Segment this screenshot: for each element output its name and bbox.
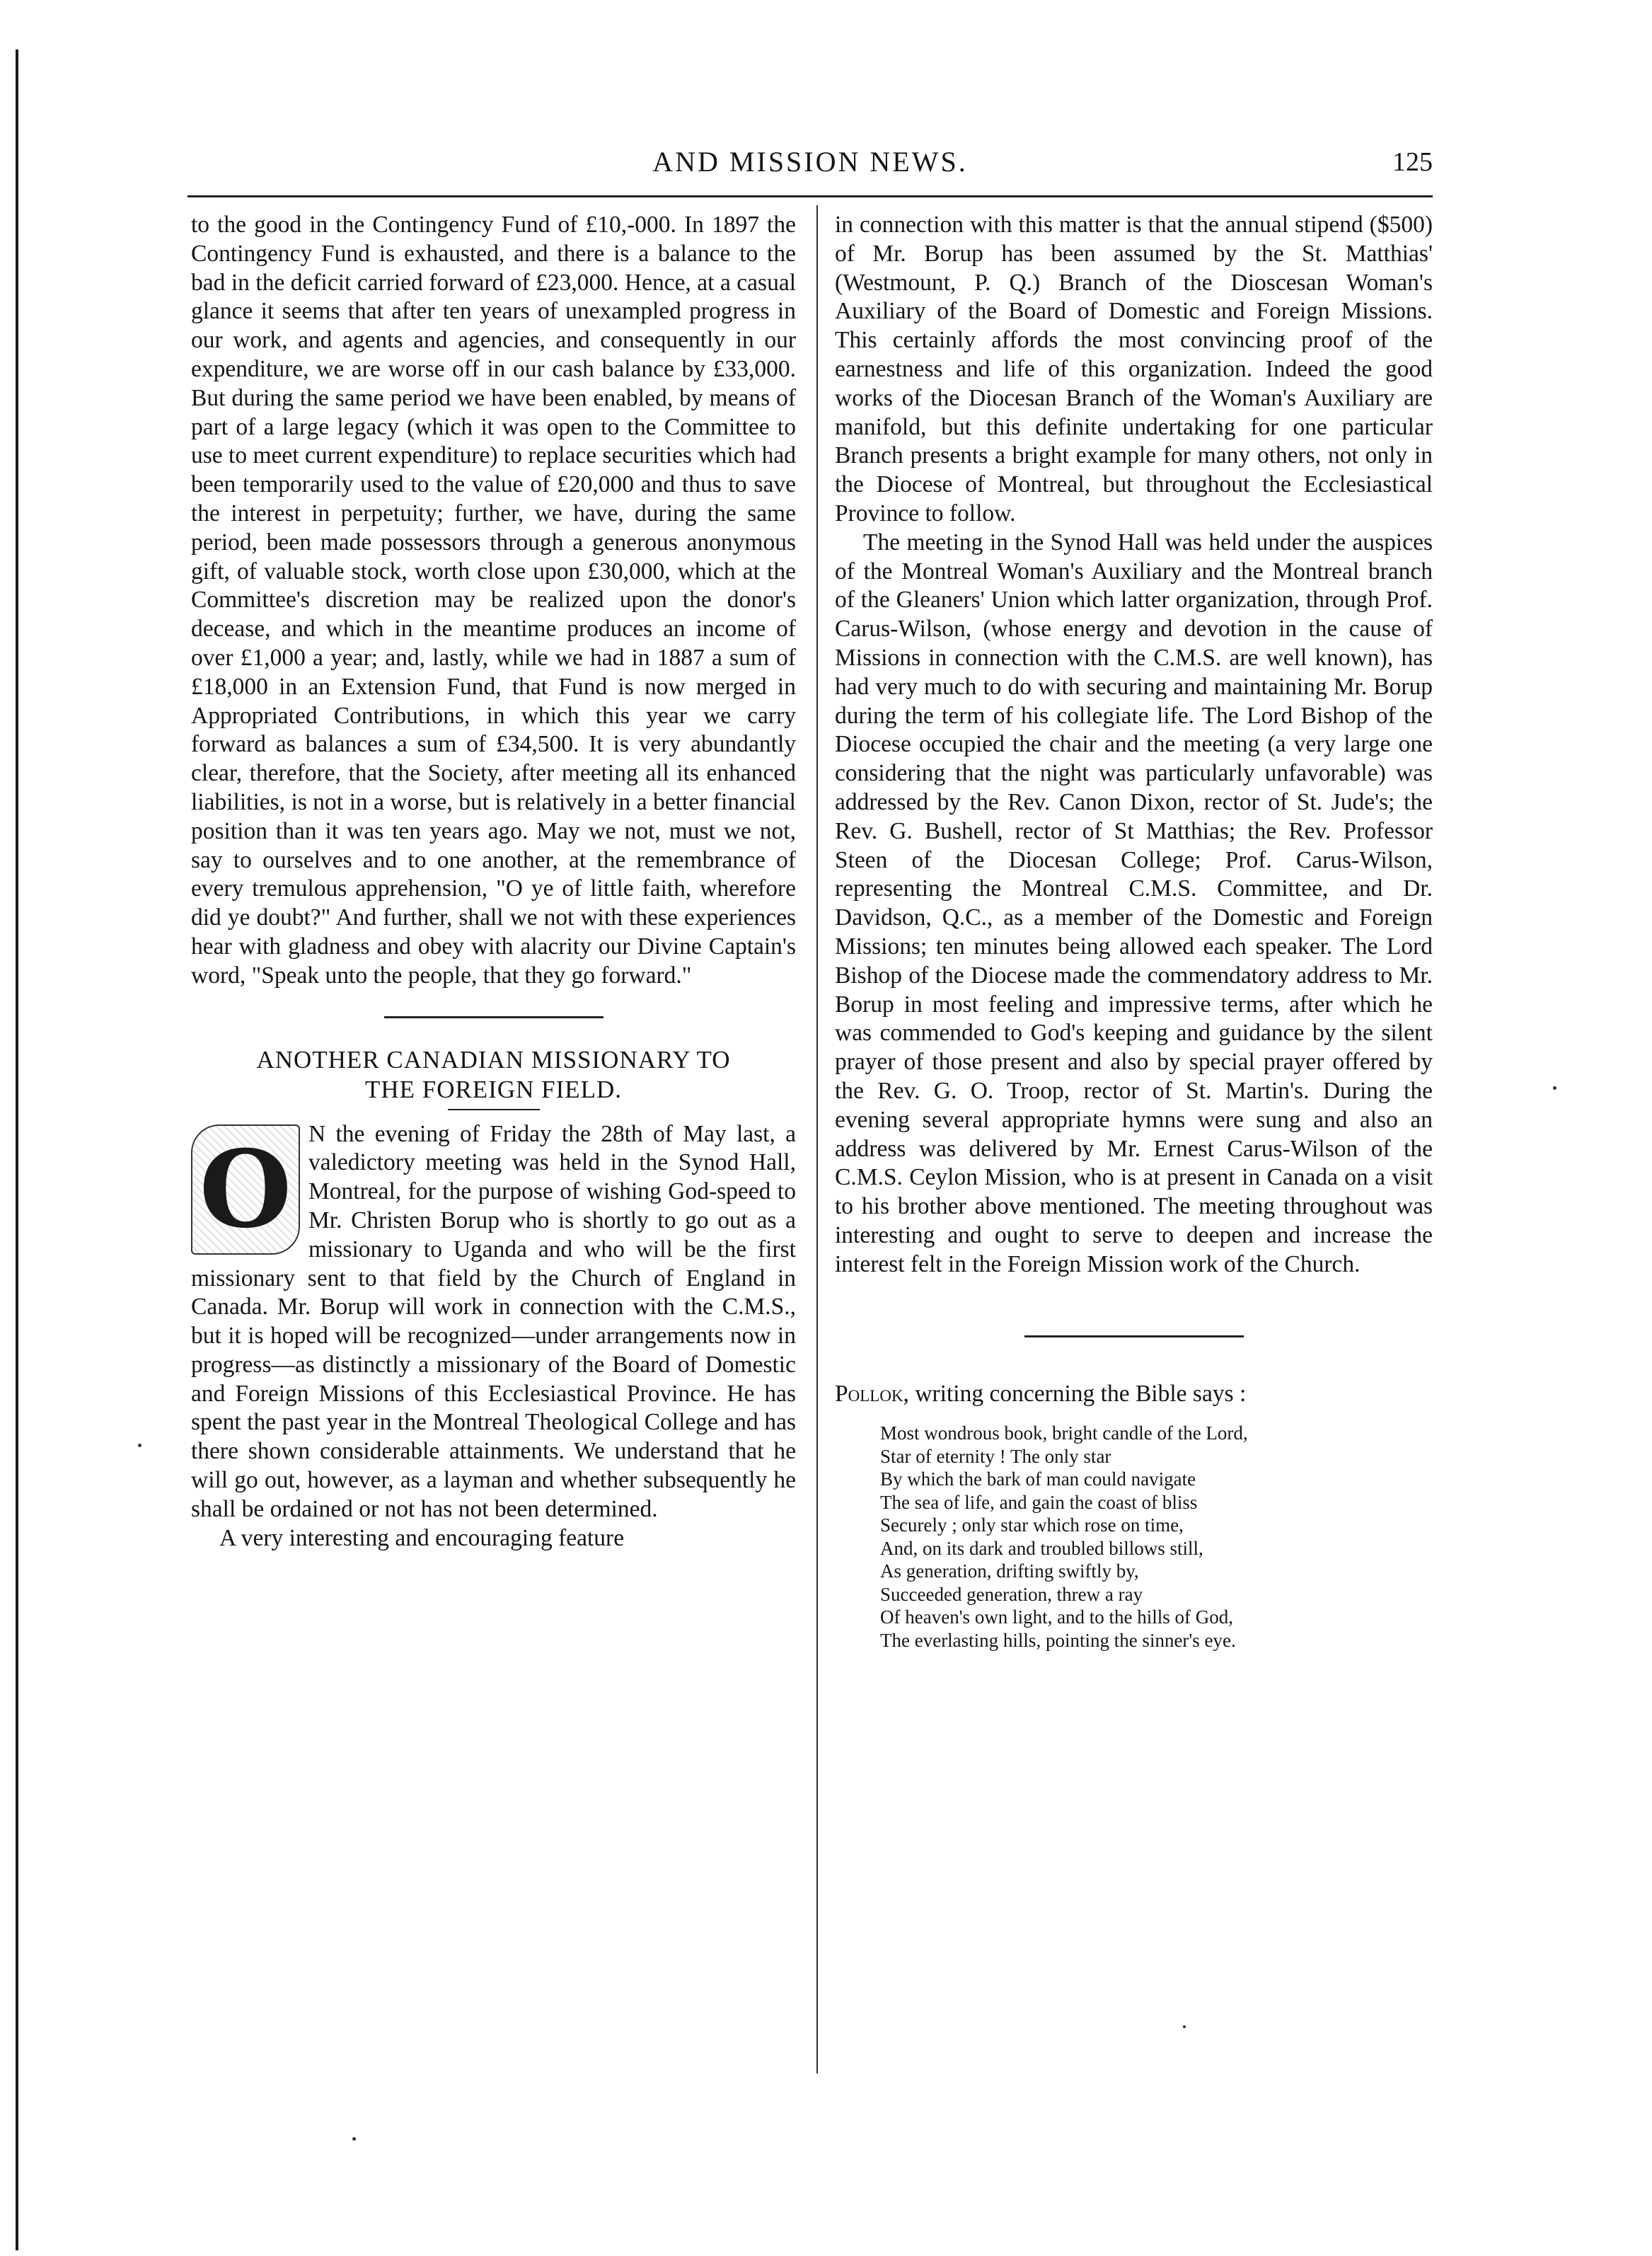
article-paragraph: A very interesting and encouraging feature	[219, 1524, 625, 1551]
pollok-author: Pollok,	[835, 1381, 909, 1408]
header-rule	[187, 195, 1433, 197]
section-separator	[384, 1016, 603, 1018]
right-column	[835, 211, 1433, 1652]
running-title: AND MISSION NEWS.	[652, 146, 968, 178]
poem-quote	[880, 1422, 1433, 1652]
article-heading-line-2: THE FOREIGN FIELD.	[364, 1075, 623, 1103]
poem-line: Star of eternity ! The only star	[880, 1445, 1111, 1467]
section-separator	[1024, 1335, 1244, 1337]
article-paragraph: in connection with this matter is that the annual stipend ($500) of Mr. Borup has been assumed by the St. Matthias' (Westmount, P. Q.) Branch of the Dioscesan Woman's Auxiliary of the Board of Domestic and Foreign Missions. This certainly affords the most convincing proof of the earnestness and life of this organization. Indeed the good works of the Diocesan Branch of the Woman's Auxiliary are manifold, but this definite undertaking for one particular Branch presents a bright example for many others, not only in the Diocese of Montreal, but throughout the Ecclesiastical Province to follow.	[835, 212, 1433, 526]
poem-line: Of heaven's own light, and to the hills of God,	[880, 1606, 1234, 1628]
poem-line: Succeeded generation, threw a ray	[880, 1583, 1143, 1605]
print-speck	[138, 1444, 141, 1447]
article-opening	[191, 1120, 796, 1524]
poem-line: Securely ; only star which rose on time,	[880, 1514, 1184, 1536]
print-speck	[352, 2137, 356, 2141]
left-column	[191, 211, 796, 1553]
report-continuation-paragraph: to the good in the Contingency Fund of £10,-000. In 1897 the Contingency Fund is exhausted, and there is a balance to the bad in the deficit carried forward of £23,000. Hence, at a casual glance it seems that after ten years of unexampled progress in our work, and agents and agencies, and consequently in our expenditure, we are worse off in our cash balance by £33,000. But during the same period we have been enabled, by means of part of a large legacy (which it was open to the Committee to use to meet current expenditure) to replace securities which had been temporarily used to the value of £20,000 and thus to save the interest in perpetuity; further, we have, during the same period, been made possessors through a generous anonymous gift, of valuable stock, worth close upon £30,000, which at the Committee's discretion may be realized upon the donor's decease, and which in the meantime produces an income of over £1,000 a year; and, lastly, while we had in 1887 a sum of £18,000 in an Extension Fund, that Fund is now merged in Appropriated Contributions, in which this year we carry forward as balances a sum of £34,500. It is very abundantly clear, therefore, that the Society, after meeting all its enhanced liabilities, is not in a worse, but is relatively in a better financial position than it was ten years ago. May we not, must we not, say to ourselves and to one another, at the remembrance of every tremulous apprehension, "O ye of little faith, wherefore did ye doubt?" And further, shall we not with these experiences hear with gladness and obey with alacrity our Divine Captain's word, "Speak unto the people, that they go forward."	[191, 212, 796, 989]
article-heading-line-1: ANOTHER CANADIAN MISSIONARY TO	[256, 1045, 731, 1074]
page-header	[187, 145, 1433, 188]
poem-line: The sea of life, and gain the coast of bliss	[880, 1491, 1198, 1513]
poem-line: As generation, drifting swiftly by,	[880, 1560, 1139, 1582]
poem-line: By which the bark of man could navigate	[880, 1468, 1196, 1490]
print-speck	[1553, 1086, 1556, 1090]
page-binding-edge	[16, 50, 18, 2250]
heading-rule	[448, 1109, 540, 1110]
column-divider	[816, 205, 818, 2073]
article-paragraph: N the evening of Friday the 28th of May last, a valedictory meeting was held in the Synod Hall, Montreal, for the purpose of wishing God-speed to Mr. Christen Borup who is shortly to go out as a missionary to Uganda and who will be the first missionary sent to that field by the Church of England in Canada. Mr. Borup will work in connection with the C.M.S., but it is hoped will be recognized—under arrangements now in progress—as distinctly a missionary of the Board of Domestic and Foreign Missions of this Ecclesiastical Province. He has spent the past year in the Montreal Theological College and has there shown considerable attainments. We understand that he will go out, however, as a layman and whether subsequently he shall be ordained or not has not been determined.	[191, 1120, 796, 1522]
pollok-intro	[835, 1380, 1433, 1409]
ornamental-drop-cap: O	[191, 1124, 300, 1255]
article-heading	[191, 1045, 796, 1105]
page-number: 125	[1392, 147, 1433, 177]
poem-line: The everlasting hills, pointing the sinner's eye.	[880, 1629, 1236, 1651]
pollok-intro-text: writing concerning the Bible says :	[908, 1381, 1247, 1408]
print-speck	[1183, 2025, 1186, 2028]
poem-line: And, on its dark and troubled billows still,	[880, 1537, 1203, 1559]
poem-line: Most wondrous book, bright candle of the Lord,	[880, 1422, 1248, 1444]
article-paragraph: The meeting in the Synod Hall was held under the auspices of the Montreal Woman's Auxiliary and the Montreal branch of the Gleaners' Union which latter organization, through Prof. Carus-Wilson, (whose energy and devotion in the cause of Missions in connection with the C.M.S. are well known), has had very much to do with securing and maintaining Mr. Borup during the term of his collegiate life. The Lord Bishop of the Diocese occupied the chair and the meeting (a very large one considering that the night was particularly unfavorable) was addressed by the Rev. Canon Dixon, rector of St. Jude's; the Rev. G. Bushell, rector of St Matthias; the Rev. Professor Steen of the Diocesan College; Prof. Carus-Wilson, representing the Montreal C.M.S. Committee, and Dr. Davidson, Q.C., as a member of the Domestic and Foreign Missions; ten minutes being allowed each speaker. The Lord Bishop of the Diocese made the commendatory address to Mr. Borup in most feeling and impressive terms, after which he was commended to God's keeping and guidance by the silent prayer of those present and also by special prayer offered by the Rev. G. O. Troop, rector of St. Martin's. During the evening several appropriate hymns were sung and also an address was delivered by Mr. Ernest Carus-Wilson of the C.M.S. Ceylon Mission, who is at present in Canada on a visit to his brother above mentioned. The meeting throughout was interesting and ought to serve to deepen and increase the interest felt in the Foreign Mission work of the Church.	[835, 529, 1433, 1277]
